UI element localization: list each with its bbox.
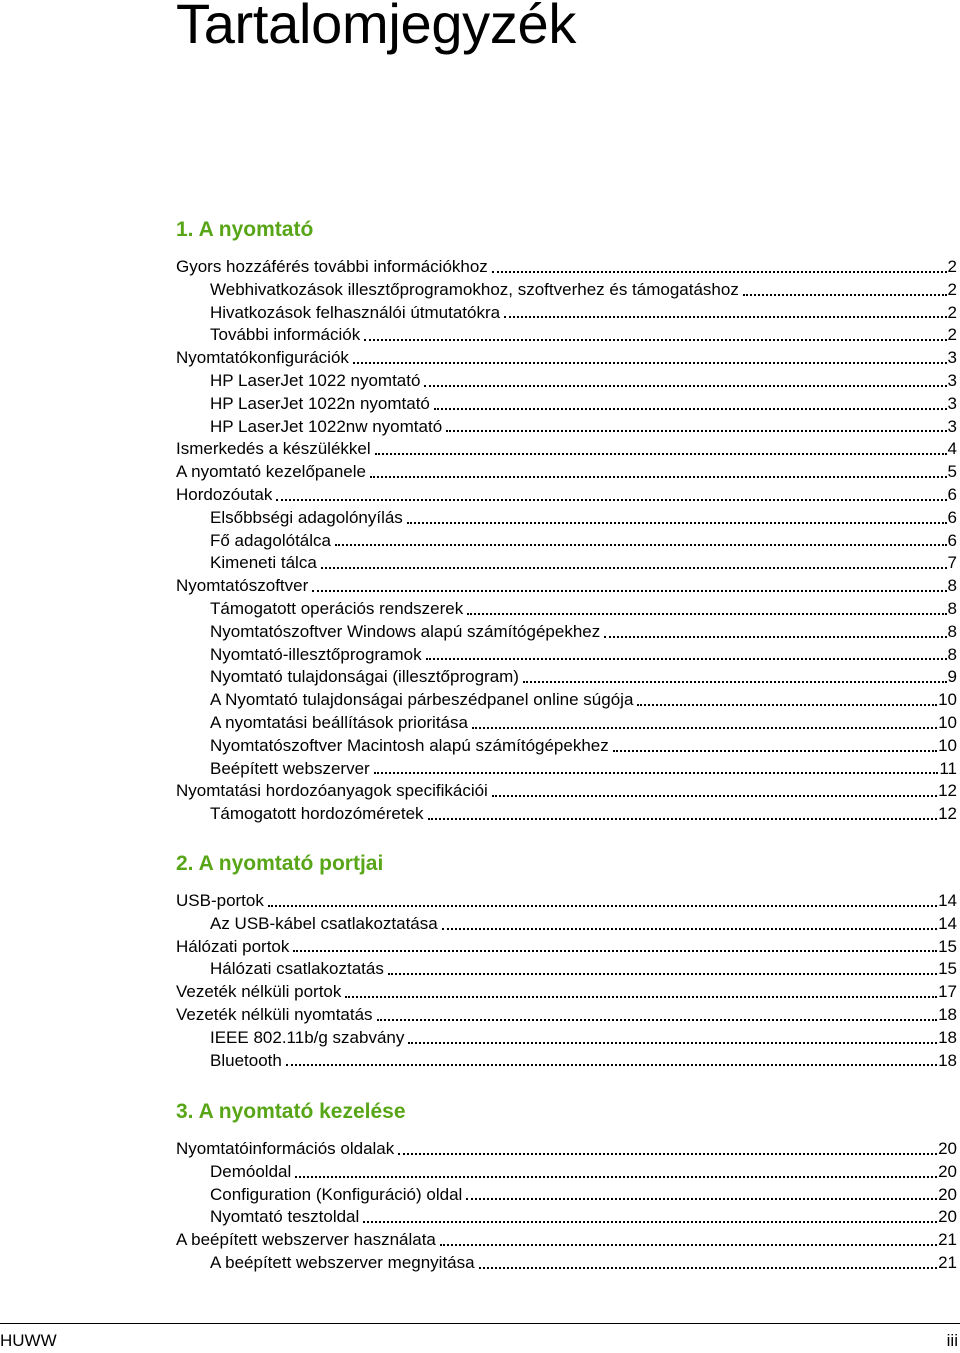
toc-entry-title: Nyomtatókonfigurációk — [176, 348, 349, 368]
toc-entry-title: A nyomtató kezelőpanele — [176, 462, 366, 482]
toc-entry-page: 2 — [947, 279, 957, 299]
toc-list — [0, 1138, 960, 1275]
toc-entry[interactable] — [176, 438, 957, 461]
toc-entry-page: 18 — [938, 1050, 957, 1070]
toc-entry[interactable] — [176, 1004, 957, 1027]
toc-entry-page: 3 — [947, 393, 957, 413]
dot-leader — [426, 658, 947, 660]
page-number: iii — [946, 1331, 958, 1350]
toc-entry[interactable] — [210, 279, 957, 302]
toc-entry[interactable] — [210, 644, 957, 667]
toc-entry[interactable] — [176, 347, 957, 370]
dot-leader — [345, 996, 937, 998]
toc-entry-title: Az USB-kábel csatlakoztatása — [210, 913, 438, 933]
toc-entry-title: Vezeték nélküli portok — [176, 982, 342, 1002]
toc-entry-title: Beépített webszerver — [210, 758, 370, 778]
dot-leader — [353, 362, 947, 364]
toc-entry-page: 5 — [947, 462, 957, 482]
toc-entry-page: 20 — [938, 1184, 957, 1204]
toc-entry-page: 3 — [947, 370, 957, 390]
dot-leader — [424, 385, 946, 387]
dot-leader — [743, 294, 947, 296]
dot-leader — [604, 636, 946, 638]
toc-entry-page: 6 — [947, 484, 957, 504]
toc-entry[interactable] — [176, 575, 957, 598]
toc-entry-page: 21 — [938, 1230, 957, 1250]
dot-leader — [377, 1019, 938, 1021]
toc-entry-title: Fő adagolótálca — [210, 530, 331, 550]
toc-entry-title: USB-portok — [176, 891, 264, 910]
dot-leader — [479, 1267, 937, 1269]
toc-entry-title: Webhivatkozások illesztőprogramokhoz, szoftverhez és támogatáshoz — [210, 279, 739, 299]
toc-entry[interactable] — [210, 913, 957, 936]
dot-leader — [466, 1198, 937, 1200]
dot-leader — [363, 1221, 937, 1223]
toc-entry-title: Hordozóutak — [176, 484, 273, 504]
toc-entry-title: Vezeték nélküli nyomtatás — [176, 1004, 373, 1024]
toc-entry-page: 6 — [947, 507, 957, 527]
toc-entry[interactable] — [210, 324, 957, 347]
toc-entry-page: 15 — [938, 959, 957, 979]
toc-entry[interactable] — [210, 302, 957, 325]
toc-entry-title: Támogatott hordozóméretek — [210, 804, 424, 824]
dot-leader — [492, 271, 947, 273]
dot-leader — [370, 476, 947, 478]
toc-entry-page: 6 — [947, 530, 957, 550]
toc-entry-title: Nyomtató tulajdonságai (illesztőprogram) — [210, 667, 519, 687]
toc-entry-title: Elsőbbségi adagolónyílás — [210, 507, 403, 527]
toc-entry[interactable] — [176, 890, 957, 913]
dot-leader — [442, 928, 937, 930]
toc-entry-page: 12 — [938, 781, 957, 801]
toc-entry-page: 7 — [947, 553, 957, 573]
dot-leader — [613, 750, 937, 752]
toc-entry[interactable] — [176, 256, 957, 279]
toc-entry-title: A nyomtatási beállítások prioritása — [210, 712, 468, 732]
page-title: Tartalomjegyzék — [176, 0, 577, 55]
toc-entry[interactable] — [176, 1229, 957, 1252]
toc-entry-title: IEEE 802.11b/g szabvány — [210, 1027, 405, 1047]
toc-entry-page: 2 — [947, 257, 957, 276]
toc-entry[interactable] — [176, 981, 957, 1004]
toc-entry-page: 9 — [947, 667, 957, 687]
toc-entry-title: Nyomtatószoftver — [176, 576, 309, 596]
toc-entry-page: 18 — [938, 1004, 957, 1024]
toc-entry-page: 10 — [938, 712, 957, 732]
toc-entry-page: 10 — [938, 735, 957, 755]
toc-entry[interactable] — [176, 780, 957, 803]
dot-leader — [388, 973, 937, 975]
chapter-2 — [0, 848, 960, 1072]
toc-entry-title: Configuration (Konfiguráció) oldal — [210, 1184, 463, 1204]
dot-leader — [504, 316, 946, 318]
toc-entry[interactable] — [210, 758, 957, 781]
dot-leader — [523, 681, 947, 683]
toc-entry-title: Bluetooth — [210, 1050, 282, 1070]
toc-entry-page: 3 — [947, 348, 957, 368]
toc-entry[interactable] — [210, 1027, 957, 1050]
toc-entry[interactable] — [176, 484, 957, 507]
toc-entry[interactable] — [210, 552, 957, 575]
toc-entry[interactable] — [176, 1138, 957, 1161]
toc-entry-page: 14 — [938, 891, 957, 910]
toc-entry-title: Hivatkozások felhasználói útmutatókra — [210, 302, 501, 322]
toc-entry-title: HP LaserJet 1022nw nyomtató — [210, 416, 443, 436]
toc-entry-title: Ismerkedés a készülékkel — [176, 439, 371, 459]
chapter-heading: 1. A nyomtató — [176, 218, 314, 241]
footer-label: HUWW — [0, 1331, 57, 1350]
dot-leader — [440, 1244, 937, 1246]
toc-entry-page: 8 — [947, 598, 957, 618]
dot-leader — [492, 795, 937, 797]
toc-entry-page: 12 — [938, 804, 957, 824]
toc-entry-title: HP LaserJet 1022 nyomtató — [210, 370, 421, 390]
toc-entry-page: 14 — [938, 913, 957, 933]
toc-entry-page: 2 — [947, 325, 957, 345]
dot-leader — [312, 590, 946, 592]
dot-leader — [375, 453, 947, 455]
toc-entry[interactable] — [210, 666, 957, 689]
toc-entry-title: Hálózati portok — [176, 936, 290, 956]
toc-entry[interactable] — [210, 370, 957, 393]
dot-leader — [637, 704, 937, 706]
toc-entry-title: Nyomtatóinformációs oldalak — [176, 1139, 395, 1158]
dot-leader — [434, 408, 947, 410]
toc-entry-page: 11 — [939, 758, 957, 778]
toc-entry-page: 8 — [947, 621, 957, 641]
dot-leader — [268, 905, 937, 907]
toc-entry-page: 4 — [947, 439, 957, 459]
toc-entry-title: Demóoldal — [210, 1161, 292, 1181]
toc-entry[interactable] — [210, 621, 957, 644]
toc-entry[interactable] — [210, 598, 957, 621]
toc-entry-page: 20 — [938, 1161, 957, 1181]
toc-entry[interactable] — [210, 1050, 957, 1073]
toc-entry[interactable] — [210, 393, 957, 416]
toc-entry[interactable] — [210, 1161, 957, 1184]
toc-entry[interactable] — [210, 735, 957, 758]
toc-entry[interactable] — [210, 803, 957, 826]
toc-entry-page: 17 — [938, 982, 957, 1002]
toc-entry-title: A beépített webszerver megnyitása — [210, 1252, 475, 1272]
dot-leader — [467, 613, 946, 615]
dot-leader — [276, 499, 946, 501]
toc-entry[interactable] — [210, 1184, 957, 1207]
toc-entry[interactable] — [210, 1206, 957, 1229]
dot-leader — [374, 772, 939, 774]
toc-entry-page: 18 — [938, 1027, 957, 1047]
toc-entry-page: 20 — [938, 1207, 957, 1227]
toc-entry-page: 15 — [938, 936, 957, 956]
toc-list — [0, 256, 960, 826]
toc-entry-page: 8 — [947, 576, 957, 596]
toc-entry[interactable] — [210, 416, 957, 439]
toc-entry[interactable] — [176, 936, 957, 959]
toc-entry[interactable] — [210, 689, 957, 712]
toc-entry[interactable] — [210, 712, 957, 735]
toc-entry-page: 10 — [938, 690, 957, 710]
toc-entry-page: 2 — [947, 302, 957, 322]
dot-leader — [398, 1153, 937, 1155]
toc-entry-title: Támogatott operációs rendszerek — [210, 598, 464, 618]
toc-entry[interactable] — [210, 507, 957, 530]
toc-entry[interactable] — [210, 530, 957, 553]
dot-leader — [321, 567, 947, 569]
toc-entry-page: 8 — [947, 644, 957, 664]
toc-entry[interactable] — [210, 1252, 957, 1275]
toc-entry-title: Kimeneti tálca — [210, 553, 317, 573]
dot-leader — [293, 950, 937, 952]
chapter-heading: 2. A nyomtató portjai — [176, 852, 384, 875]
chapter-heading: 3. A nyomtató kezelése — [176, 1100, 406, 1123]
dot-leader — [335, 544, 947, 546]
toc-entry[interactable] — [210, 958, 957, 981]
toc-list — [0, 890, 960, 1072]
toc-entry-title: Nyomtató tesztoldal — [210, 1207, 360, 1227]
dot-leader — [407, 522, 947, 524]
dot-leader — [428, 818, 938, 820]
toc-entry-title: Gyors hozzáférés további információkhoz — [176, 257, 488, 276]
toc-entry-title: A beépített webszerver használata — [176, 1230, 436, 1250]
dot-leader — [408, 1042, 937, 1044]
toc-entry-title: Nyomtatási hordozóanyagok specifikációi — [176, 781, 488, 801]
dot-leader — [446, 430, 946, 432]
dot-leader — [286, 1064, 937, 1066]
toc-entry-title: További információk — [210, 325, 361, 345]
toc-entry-title: Nyomtatószoftver Macintosh alapú számítógépekhez — [210, 735, 609, 755]
chapter-1 — [0, 214, 960, 826]
toc-entry-title: Nyomtatószoftver Windows alapú számítógépekhez — [210, 621, 601, 641]
dot-leader — [364, 339, 946, 341]
toc-entry-title: HP LaserJet 1022n nyomtató — [210, 393, 430, 413]
dot-leader — [472, 727, 937, 729]
dot-leader — [295, 1176, 937, 1178]
toc-entry-title: A Nyomtató tulajdonságai párbeszédpanel online súgója — [210, 690, 634, 710]
toc-entry[interactable] — [176, 461, 957, 484]
toc-entry-title: Hálózati csatlakoztatás — [210, 959, 384, 979]
toc-entry-title: Nyomtató-illesztőprogramok — [210, 644, 422, 664]
toc-entry-page: 3 — [947, 416, 957, 436]
footer-rule — [0, 1323, 960, 1324]
chapter-3 — [0, 1096, 960, 1275]
toc-entry-page: 21 — [938, 1252, 957, 1272]
toc-entry-page: 20 — [938, 1139, 957, 1158]
